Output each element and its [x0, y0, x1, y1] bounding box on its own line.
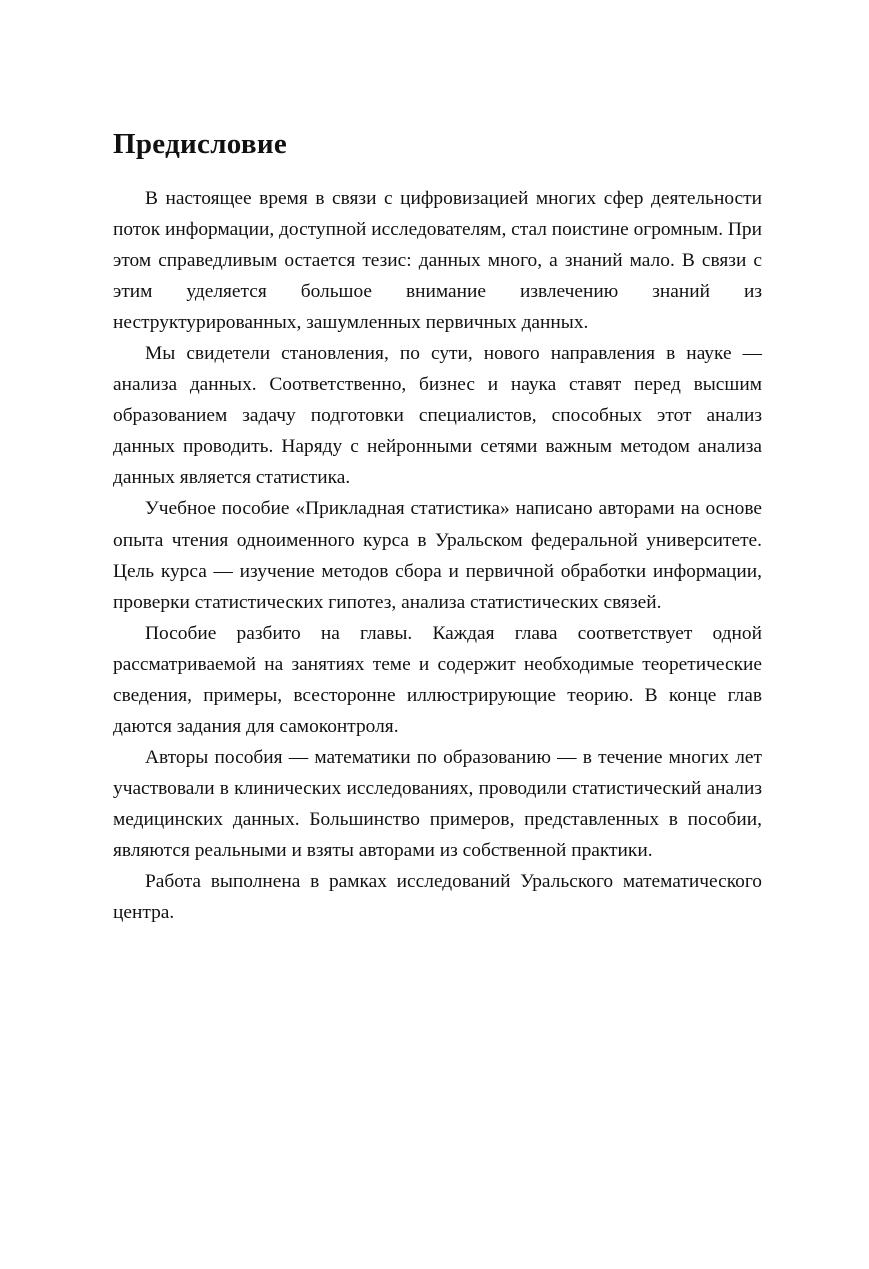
- paragraph: Работа выполнена в рамках исследований Уральского математического центра.: [113, 871, 762, 924]
- paragraph: Учебное пособие «Прикладная статистика» написано авторами на основе опыта чтения одноименного курса в Уральском федеральной университете. Цель курса — изучение методов сбора и первичной обработки информации, проверки статистических гипотез, анализа статистических связей.: [113, 498, 762, 613]
- page-title: Предисловие: [113, 128, 288, 160]
- document-page: [113, 126, 762, 928]
- paragraph: Авторы пособия — математики по образованию — в течение многих лет участвовали в клинических исследованиях, проводили статистический анализ медицинских данных. Большинство примеров, представленных в пособии, являются реальными и взяты авторами из собственной практики.: [113, 746, 762, 861]
- paragraph: Пособие разбито на главы. Каждая глава соответствует одной рассматриваемой на занятиях теме и содержит необходимые теоретические сведения, примеры, всесторонне иллюстрирующие теорию. В конце глав даются задания для самоконтроля.: [113, 622, 762, 737]
- paragraph: В настоящее время в связи с цифровизацией многих сфер деятельности поток информации, доступной исследователям, стал поистине огромным. При этом справедливым остается тезис: данных много, а знаний мало. В связи с этим уделяется большое внимание извлечению знаний из неструктурированных, зашумленных первичных данных.: [113, 188, 762, 334]
- paragraph: Мы свидетели становления, по сути, нового направления в науке — анализа данных. Соответственно, бизнес и наука ставят перед высшим образованием задачу подготовки специалистов, способных этот анализ данных проводить. Наряду с нейронными сетями важным методом анализа данных является статистика.: [113, 343, 762, 489]
